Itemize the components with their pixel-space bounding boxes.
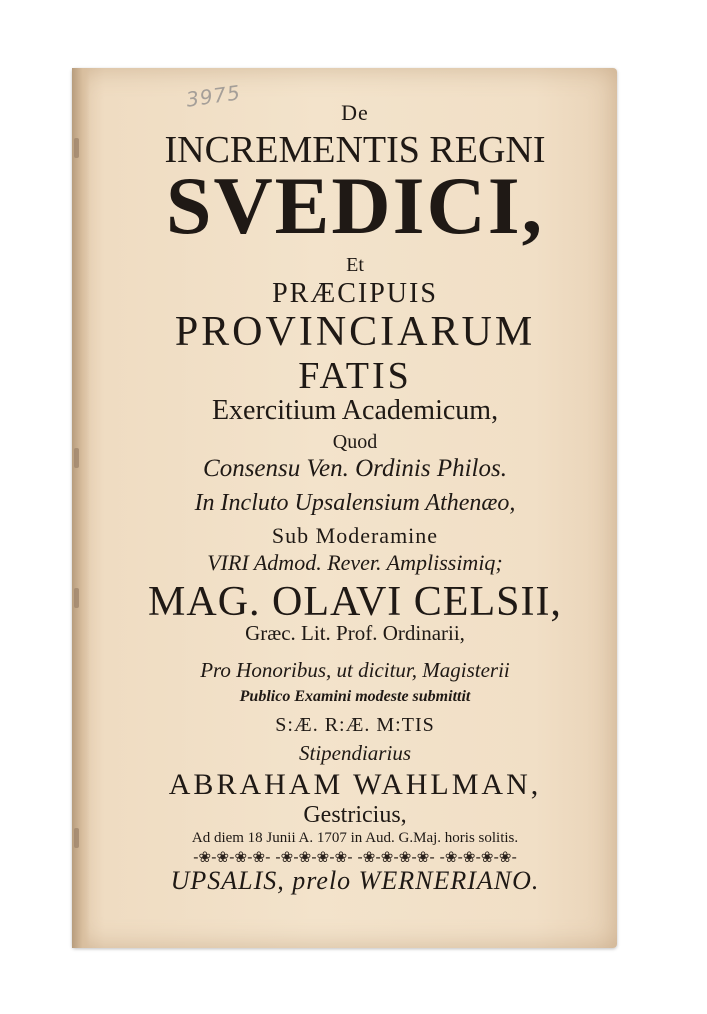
- printers-ornament: [110, 848, 600, 866]
- royal-majesty-line: S:Æ. R:Æ. M:TIS: [275, 714, 435, 736]
- pro-honoribus-line: Pro Honoribus, ut dicitur, Magisterii: [200, 658, 510, 682]
- author-origin: Gestricius,: [303, 802, 407, 828]
- exercitium-line: Exercitium Academicum,: [211, 395, 499, 426]
- ornament-group: -❀-❀-❀-❀-: [357, 848, 435, 866]
- ornament-group: -❀-❀-❀-❀-: [439, 848, 517, 866]
- imprint: UPSALIS, prelo WERNERIANO.: [170, 866, 540, 895]
- ornament-group: -❀-❀-❀-❀-: [193, 848, 271, 866]
- stipendiarius-line: Stipendiarius: [298, 741, 411, 765]
- title-praecipuis: PRÆCIPUIS: [272, 278, 438, 309]
- binding-thread: [74, 138, 79, 158]
- binding-thread: [74, 588, 79, 608]
- praeses-name: MAG. OLAVI CELSII,: [148, 579, 562, 625]
- title-fatis: FATIS: [298, 355, 412, 397]
- praeses-title: Græc. Lit. Prof. Ordinarii,: [245, 621, 465, 645]
- sub-moderamine-line: Sub Moderamine: [271, 523, 439, 548]
- author-name: ABRAHAM WAHLMAN,: [168, 768, 542, 801]
- title-et: Et: [346, 254, 364, 276]
- publico-examini-line: Publico Examini modeste submittit: [239, 688, 471, 705]
- title-incrementis-regni: INCREMENTIS REGNI: [164, 129, 546, 171]
- ornament-group: -❀-❀-❀-❀-: [275, 848, 353, 866]
- title-de: De: [341, 100, 369, 125]
- pencil-shelfmark: 3975: [184, 80, 243, 112]
- viri-line: VIRI Admod. Rever. Amplissimiq;: [207, 550, 503, 575]
- date-line: Ad diem 18 Junii A. 1707 in Aud. G.Maj. horis solitis.: [191, 830, 519, 846]
- binding-thread: [74, 828, 79, 848]
- binding-thread: [74, 448, 79, 468]
- incluto-line: In Incluto Upsalensium Athenæo,: [194, 490, 516, 516]
- quod-line: Quod: [332, 431, 378, 453]
- title-svedici: SVEDICI,: [165, 160, 545, 251]
- consensu-line: Consensu Ven. Ordinis Philos.: [203, 455, 507, 482]
- title-provinciarum: PROVINCIARUM: [174, 309, 536, 355]
